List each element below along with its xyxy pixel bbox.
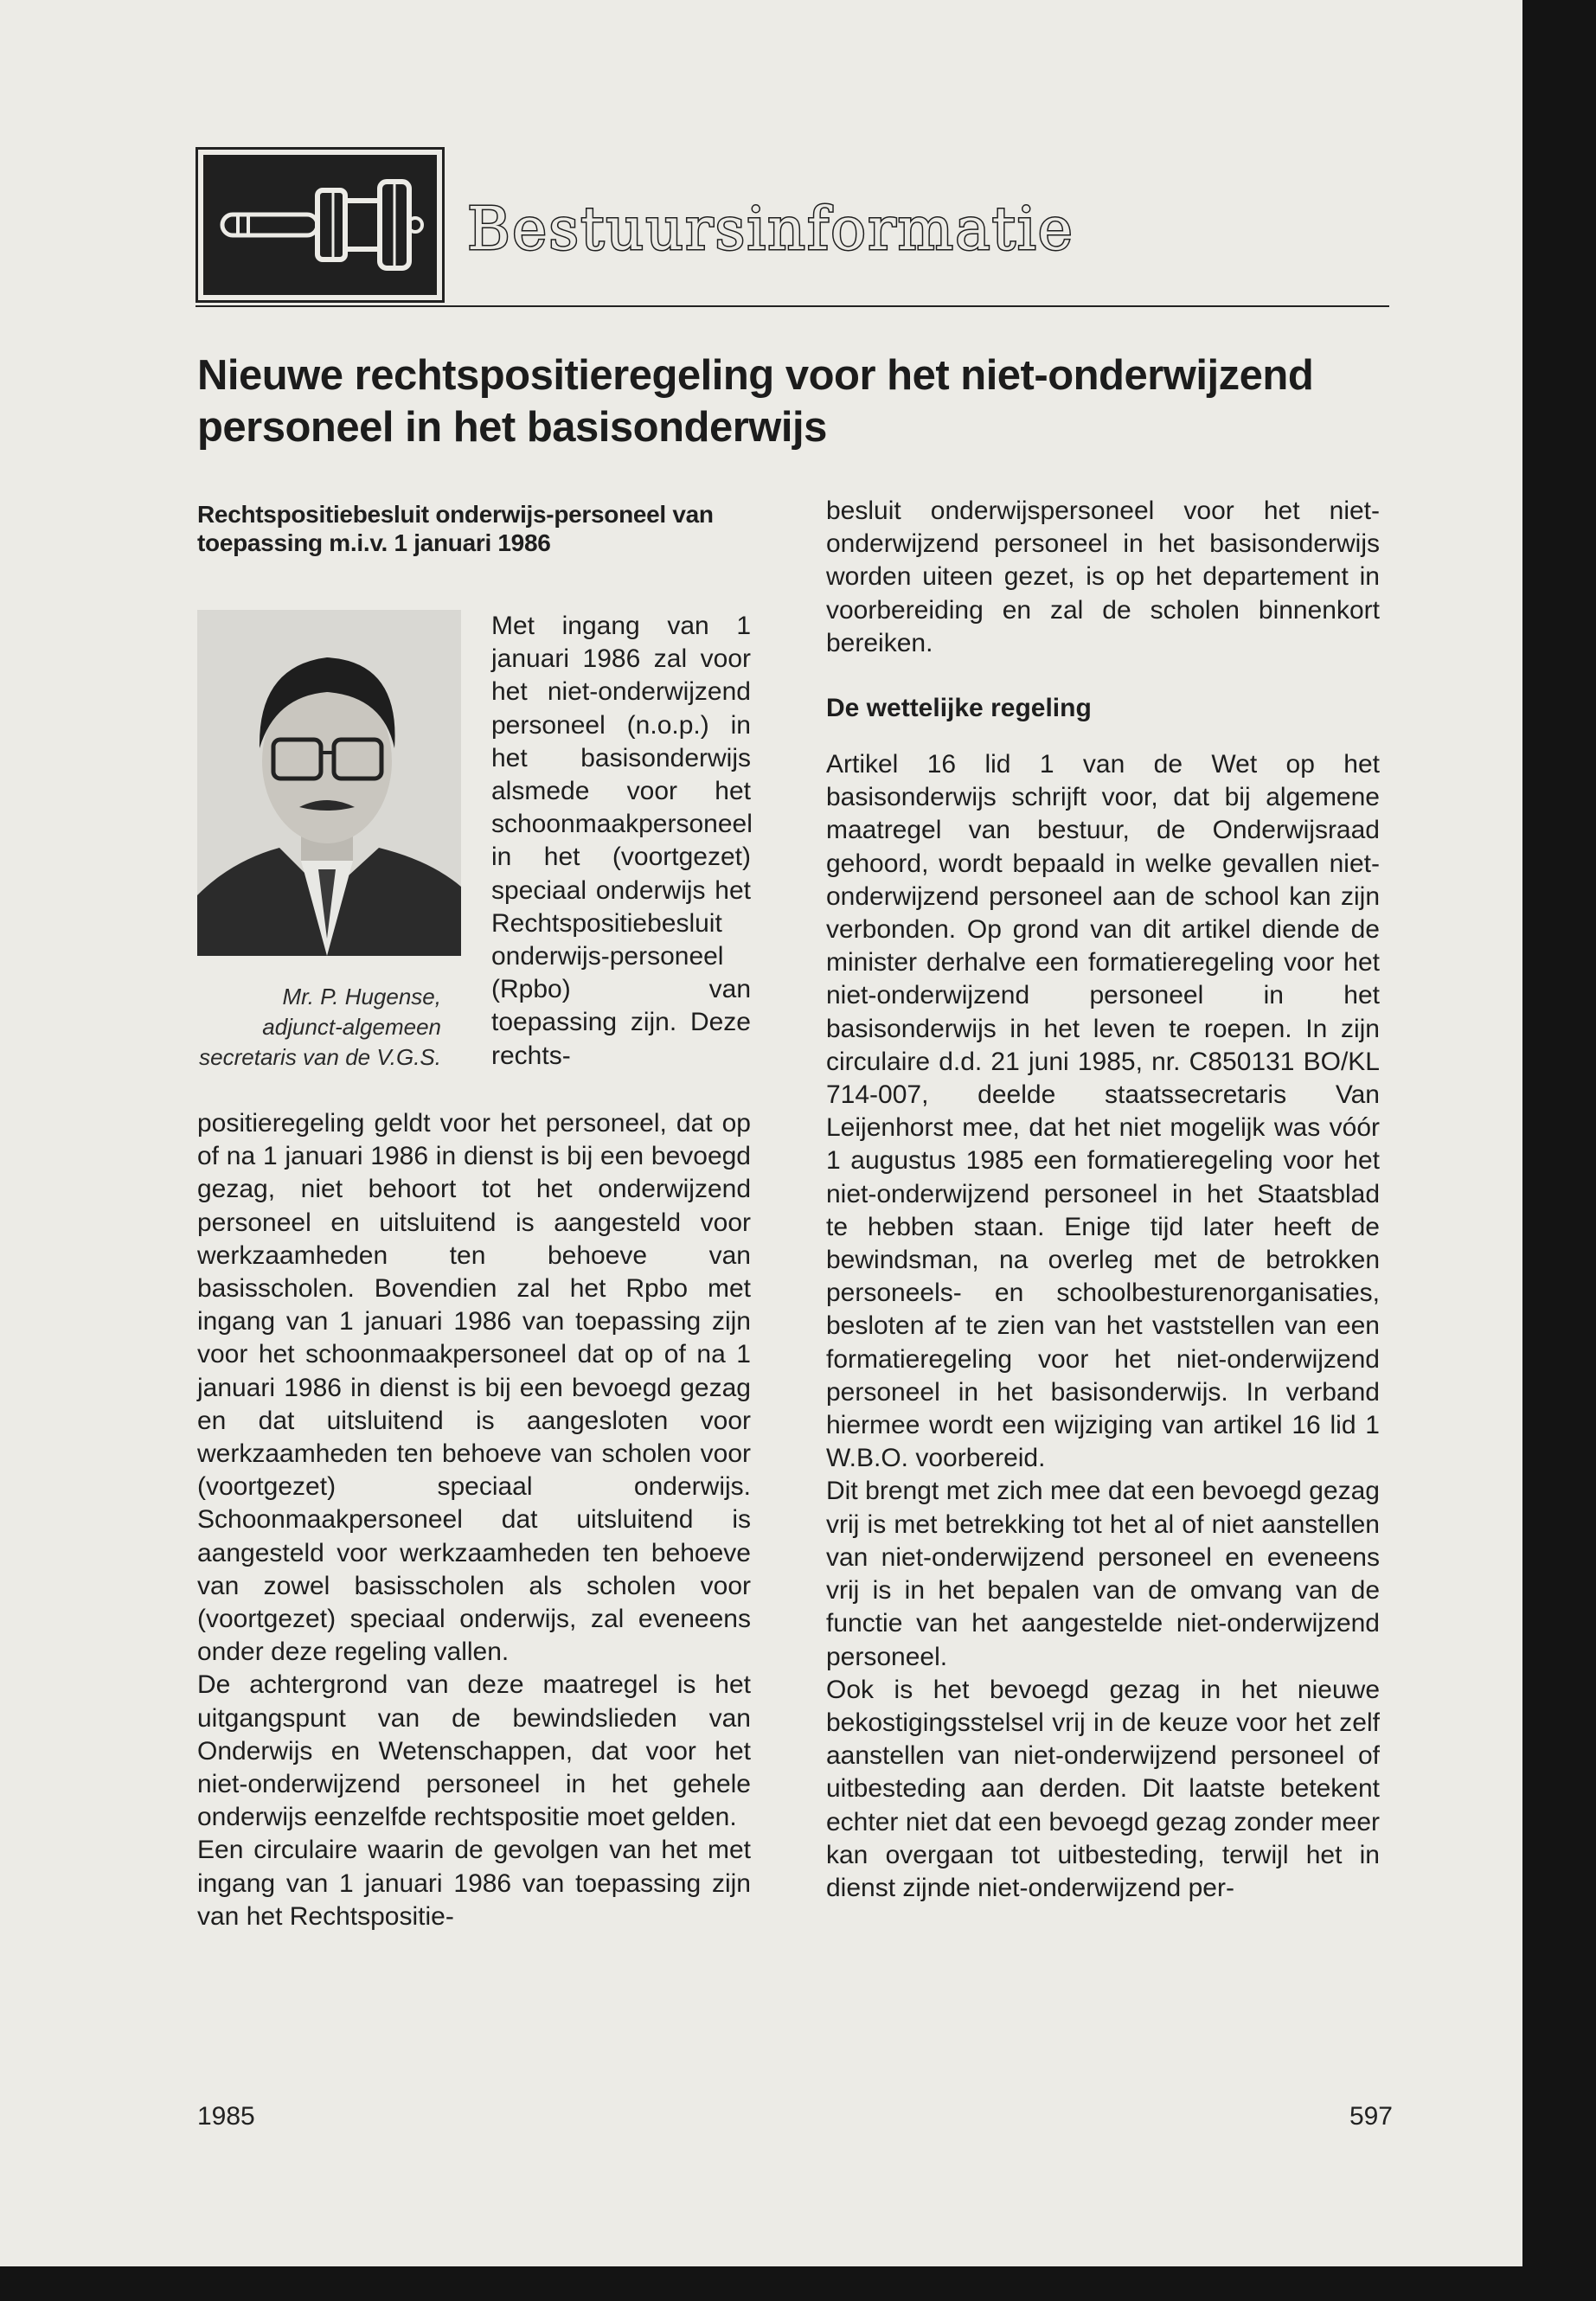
- footer-year: 1985: [197, 2102, 255, 2131]
- right-intro-paragraph: besluit onderwijspersoneel voor het niet-onderwijzend personeel in het basisonderwijs worden uiteen gezet, is op het departement in voorbereiding en zal de scholen binnenkort bereiken.: [826, 497, 1380, 657]
- section-heading: De wettelijke regeling: [826, 694, 1092, 723]
- photo-caption: Mr. P. Hugense, adjunct-algemeen secretaris van de V.G.S.: [199, 984, 441, 1070]
- intro-paragraph: Met ingang van 1 januari 1986 zal voor het niet-onderwijzend personeel (n.o.p.) in het basisonderwijs alsmede voor het schoonmaakpersoneel in het (voortgezet) speciaal onderwijs het Rechtspositiebesluit onderwijs-personeel (Rpbo) van toepassing zijn. Deze rechts-: [491, 612, 753, 1070]
- intro-beside-photo: [491, 610, 751, 1073]
- gavel-icon: [203, 155, 437, 295]
- right-paragraph: Artikel 16 lid 1 van de Wet op het basisonderwijs schrijft voor, dat bij algemene maatregel van bestuur, de Onderwijsraad gehoord, wordt bepaald in welke gevallen niet-onderwijzend personeel aan de school kan zijn verbonden. Op grond van dit artikel diende de minister derhalve een formatieregeling voor het niet-onderwijzend personeel in het basisonderwijs in het leven te roepen. In zijn circulaire d.d. 21 juni 1985, nr. C850131 BO/KL 714-007, deelde staatssecretaris Van Leijenhorst mee, dat het niet mogelijk was vóór 1 augustus 1985 een formatieregeling voor het niet-onderwijzend personeel in het Staatsblad te hebben staan. Enige tijd later heeft de bewindsman, na overleg met de betrokken personeels- en schoolbesturenorganisaties, besloten af te zien van het vaststellen van een formatieregeling voor het niet-onderwijzend personeel in het basisonderwijs. In verband hiermee wordt een wijziging van artikel 16 lid 1 W.B.O. voorbereid.: [826, 750, 1380, 1473]
- left-column: [197, 1107, 751, 1933]
- header-divider: [195, 305, 1389, 307]
- page-number: 597: [1349, 2102, 1393, 2131]
- section-logo: [195, 147, 445, 303]
- article-headline: Nieuwe rechtspositieregeling voor het niet-onderwijzend personeel in het basisonderwijs: [197, 352, 1314, 451]
- scan-edge: [0, 2266, 1522, 2301]
- right-paragraph: Dit brengt met zich mee dat een bevoegd gezag vrij is met betrekking tot het al of niet aanstellen van niet-onderwijzend personeel en eveneens vrij is in het bepalen van de omvang van de functie van het aangestelde niet-onderwijzend personeel.: [826, 1477, 1380, 1671]
- section-title: Bestuursinformatie: [467, 195, 1074, 264]
- left-paragraph: De achtergrond van deze maatregel is het uitgangspunt van de bewindslieden van Onderwijs en Wetenschappen, dat voor het niet-onderwijzend personeel in het gehele onderwijs eenzelfde rechtspositie moet gelden.: [197, 1670, 751, 1832]
- left-paragraph: positieregeling geldt voor het personeel, dat op of na 1 januari 1986 in dienst is bij een bevoegd gezag, niet behoort tot het onderwijzend personeel en uitsluitend is aangesteld voor werkzaamheden ten behoeve van basisscholen. Bovendien zal het Rpbo met ingang van 1 januari 1986 van toepassing zijn voor het schoonmaakpersoneel dat op of na 1 januari 1986 in dienst is bij een bevoegd gezag en dat uitsluitend is aangesloten voor werkzaamheden ten behoeve van scholen voor (voortgezet) speciaal onderwijs. Schoonmaakpersoneel dat uitsluitend is aangesteld voor werkzaamheden ten behoeve van zowel basisscholen als scholen voor (voortgezet) speciaal onderwijs, zal eveneens onder deze regeling vallen.: [197, 1109, 751, 1667]
- article-subhead: Rechtspositiebesluit onderwijs-personeel van toepassing m.i.v. 1 januari 1986: [197, 501, 714, 556]
- left-paragraph: Een circulaire waarin de gevolgen van het met ingang van 1 januari 1986 van toepassing zijn van het Rechtspositie-: [197, 1836, 751, 1931]
- portrait-photo: [197, 610, 461, 956]
- right-column: [826, 495, 1380, 1905]
- right-paragraph: Ook is het bevoegd gezag in het nieuwe bekostigingsstelsel vrij in de keuze voor het zelf aanstellen van niet-onderwijzend personeel of uitbesteding aan derden. Dit laatste betekent echter niet dat een bevoegd gezag zonder meer kan overgaan tot uitbesteding, terwijl het in dienst zijnde niet-onderwijzend per-: [826, 1675, 1380, 1902]
